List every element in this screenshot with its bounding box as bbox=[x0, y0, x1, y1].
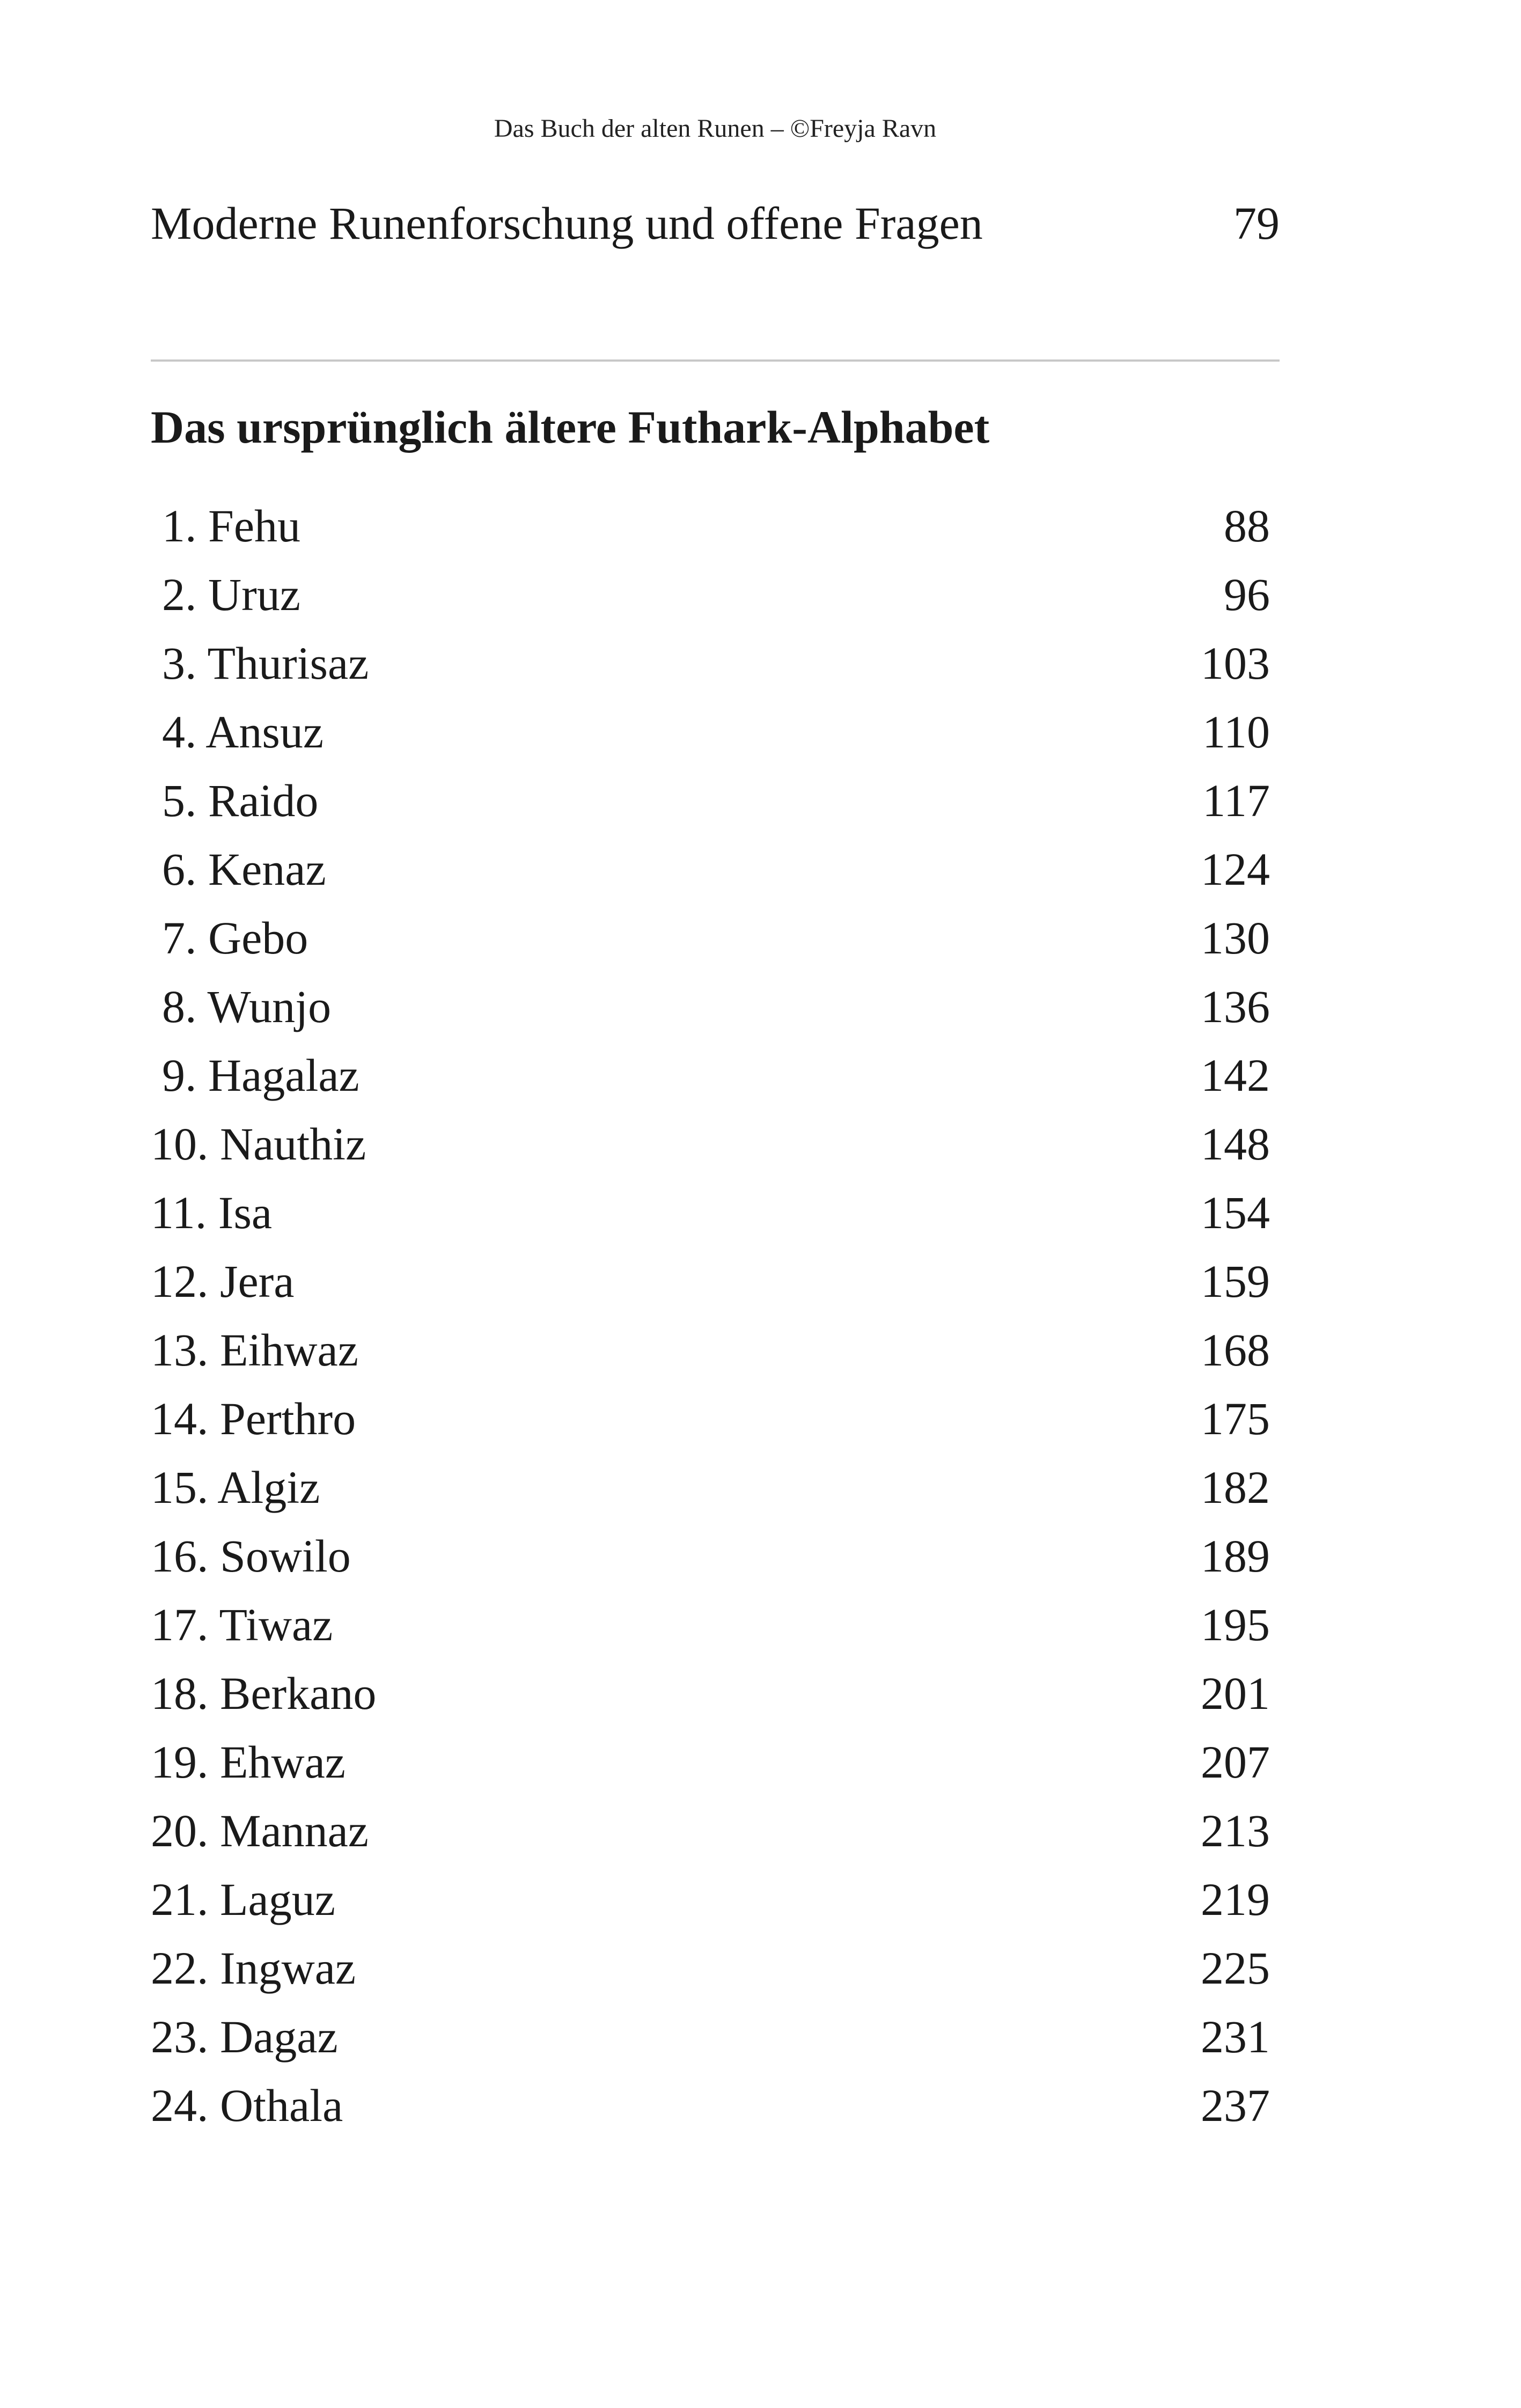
toc-entry-page-number: 159 bbox=[1201, 1256, 1270, 1307]
toc-entry[interactable] bbox=[151, 771, 1280, 840]
toc-entry-page-number: 154 bbox=[1201, 1187, 1270, 1238]
toc-entry[interactable] bbox=[151, 908, 1280, 977]
toc-entry-title: 9. Hagalaz bbox=[162, 1049, 359, 1101]
toc-entry-page-number: 130 bbox=[1201, 912, 1270, 964]
toc-entry-title: 2. Uruz bbox=[162, 569, 300, 620]
toc-entry-moderne-runenforschung[interactable] bbox=[151, 194, 1280, 253]
toc-entry[interactable] bbox=[151, 1458, 1280, 1526]
toc-entry-page-number: 182 bbox=[1201, 1462, 1270, 1513]
toc-entry-page-number: 207 bbox=[1201, 1736, 1270, 1788]
toc-entry-page-number: 79 bbox=[1233, 197, 1280, 249]
toc-entry-title: 17. Tiwaz bbox=[151, 1599, 333, 1650]
toc-entry-title: 13. Eihwaz bbox=[151, 1324, 358, 1376]
toc-entry-title: 20. Mannaz bbox=[151, 1805, 369, 1856]
toc-entry[interactable] bbox=[151, 1595, 1280, 1664]
toc-entry-page-number: 136 bbox=[1201, 981, 1270, 1032]
toc-entry-page-number: 231 bbox=[1201, 2011, 1270, 2062]
toc-entry-title: 21. Laguz bbox=[151, 1874, 335, 1925]
toc-entry[interactable] bbox=[151, 840, 1280, 908]
toc-entry[interactable] bbox=[151, 634, 1280, 702]
toc-entry[interactable] bbox=[151, 702, 1280, 771]
toc-entry-page-number: 124 bbox=[1201, 843, 1270, 895]
toc-entry-title: 14. Perthro bbox=[151, 1393, 356, 1444]
toc-entry-title: 15. Algiz bbox=[151, 1462, 320, 1513]
toc-entry-title: 19. Ehwaz bbox=[151, 1736, 346, 1788]
section-heading: Das ursprünglich ältere Futhark-Alphabet bbox=[151, 401, 990, 453]
toc-entry[interactable] bbox=[151, 1801, 1280, 1870]
toc-entry-page-number: 175 bbox=[1201, 1393, 1270, 1444]
toc-entry-title: 10. Nauthiz bbox=[151, 1118, 366, 1170]
toc-entry-title: 24. Othala bbox=[151, 2080, 343, 2131]
toc-entry-title: 4. Ansuz bbox=[162, 706, 324, 758]
toc-entry[interactable] bbox=[151, 1664, 1280, 1732]
toc-entry-title: 22. Ingwaz bbox=[151, 1942, 356, 1994]
toc-entry-title: 16. Sowilo bbox=[151, 1530, 351, 1582]
toc-entry-page-number: 142 bbox=[1201, 1049, 1270, 1101]
toc-entry-title: 5. Raido bbox=[162, 775, 319, 826]
toc-entry[interactable] bbox=[151, 1183, 1280, 1252]
toc-entry-page-number: 219 bbox=[1201, 1874, 1270, 1925]
toc-entry-title: 12. Jera bbox=[151, 1256, 295, 1307]
toc-entry-page-number: 225 bbox=[1201, 1942, 1270, 1994]
toc-entry-page-number: 117 bbox=[1202, 775, 1270, 826]
toc-entry-page-number: 201 bbox=[1201, 1668, 1270, 1719]
toc-entry[interactable] bbox=[151, 1870, 1280, 1939]
toc-entry-page-number: 148 bbox=[1201, 1118, 1270, 1170]
toc-entry-page-number: 96 bbox=[1224, 569, 1270, 620]
toc-entry-title: 7. Gebo bbox=[162, 912, 308, 964]
toc-entry-page-number: 110 bbox=[1202, 706, 1270, 758]
toc-entry[interactable] bbox=[151, 2007, 1280, 2076]
toc-entry[interactable] bbox=[151, 2076, 1280, 2145]
toc-entry-title: 6. Kenaz bbox=[162, 843, 326, 895]
toc-entry-page-number: 237 bbox=[1201, 2080, 1270, 2131]
toc-entry-title: Moderne Runenforschung und offene Fragen bbox=[151, 197, 983, 249]
toc-entry[interactable] bbox=[151, 1320, 1280, 1389]
toc-entry[interactable] bbox=[151, 496, 1280, 565]
toc-entry-page-number: 103 bbox=[1201, 637, 1270, 689]
toc-entry[interactable] bbox=[151, 1114, 1280, 1183]
toc-entry-title: 1. Fehu bbox=[162, 500, 300, 552]
toc-entry-page-number: 213 bbox=[1201, 1805, 1270, 1856]
toc-entry-title: 3. Thurisaz bbox=[162, 637, 369, 689]
toc-entry[interactable] bbox=[151, 1252, 1280, 1320]
toc-entry-page-number: 168 bbox=[1201, 1324, 1270, 1376]
toc-entry[interactable] bbox=[151, 565, 1280, 634]
toc-entry[interactable] bbox=[151, 1046, 1280, 1114]
toc-entry-page-number: 195 bbox=[1201, 1599, 1270, 1650]
toc-entry[interactable] bbox=[151, 977, 1280, 1046]
toc-entry[interactable] bbox=[151, 1732, 1280, 1801]
toc-entry[interactable] bbox=[151, 1389, 1280, 1458]
toc-entry-title: 23. Dagaz bbox=[151, 2011, 338, 2062]
toc-entry-title: 11. Isa bbox=[151, 1187, 273, 1238]
running-header: Das Buch der alten Runen – ©Freyja Ravn bbox=[494, 114, 937, 143]
rune-toc-list bbox=[151, 496, 1280, 2145]
toc-entry-page-number: 88 bbox=[1224, 500, 1270, 552]
toc-entry[interactable] bbox=[151, 1526, 1280, 1595]
toc-entry-title: 18. Berkano bbox=[151, 1668, 377, 1719]
section-divider bbox=[151, 359, 1280, 362]
toc-entry-title: 8. Wunjo bbox=[162, 981, 332, 1032]
toc-entry-page-number: 189 bbox=[1201, 1530, 1270, 1582]
toc-entry[interactable] bbox=[151, 1939, 1280, 2007]
